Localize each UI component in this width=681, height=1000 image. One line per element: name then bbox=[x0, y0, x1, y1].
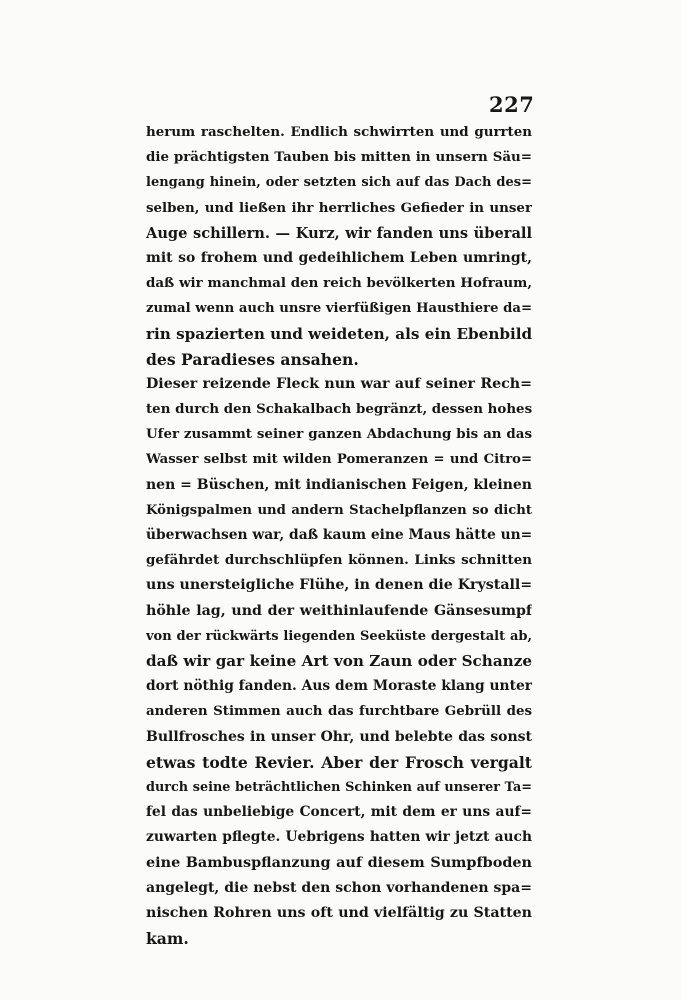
text-line: angelegt, die nebst den schon vorhandenen spa= bbox=[146, 879, 532, 896]
text-line: zumal wenn auch unsre vierfüßigen Hausthiere da= bbox=[146, 301, 532, 317]
text-line: die prächtigsten Tauben bis mitten in unsern Säu= bbox=[146, 149, 532, 166]
text-line: Dieser reizende Fleck nun war auf seiner Rech= bbox=[146, 375, 532, 392]
text-line: fel das unbeliebige Concert, mit dem er uns auf= bbox=[146, 804, 532, 821]
text-line: Auge schillern. — Kurz, wir fanden uns überall bbox=[146, 224, 532, 242]
text-line: des Paradieses ansahen. bbox=[146, 349, 359, 369]
text-line: mit so frohem und gedeihlichem Leben umringt, bbox=[146, 249, 532, 266]
text-line: von der rückwärts liegenden Seeküste dergestalt ab, bbox=[146, 628, 532, 644]
text-line: dort nöthig fanden. Aus dem Moraste klang unter bbox=[146, 678, 532, 695]
text-line: Ufer zusammt seiner ganzen Abdachung bis an das bbox=[146, 426, 532, 443]
text-line: nischen Rohren uns oft und vielfältig zu Statten bbox=[146, 904, 532, 921]
text-line: rin spazierten und weideten, als ein Ebenbild bbox=[146, 324, 532, 343]
text-line: ten durch den Schakalbach begränzt, dessen hohes bbox=[146, 401, 532, 418]
text-line: selben, und ließen ihr herrliches Gefieder in unser bbox=[146, 199, 532, 216]
text-line: anderen Stimmen auch das furchtbare Gebrüll des bbox=[146, 703, 532, 720]
page-number: 227 bbox=[489, 92, 535, 117]
text-line: lengang hinein, oder setzten sich auf das Dach des= bbox=[146, 175, 532, 191]
text-line: herum raschelten. Endlich schwirrten und gurrten bbox=[146, 124, 532, 140]
body-text bbox=[146, 120, 532, 951]
text-line: eine Bambuspflanzung auf diesem Sumpfboden bbox=[146, 854, 532, 872]
text-line: uns unersteigliche Flühe, in denen die Krystall= bbox=[146, 577, 532, 594]
text-line: daß wir manchmal den reich bevölkerten Hofraum, bbox=[146, 275, 532, 292]
text-line: Bullfrosches in unser Ohr, und belebte das sonst bbox=[146, 728, 532, 745]
text-line: gefährdet durchschlüpfen können. Links schnitten bbox=[146, 552, 532, 569]
text-line: Königspalmen und andern Stachelpflanzen so dicht bbox=[146, 502, 532, 518]
text-line: höhle lag, und der weithinlaufende Gänsesumpf bbox=[146, 602, 532, 619]
text-line: zuwarten pflegte. Uebrigens hatten wir jetzt auch bbox=[146, 829, 532, 846]
text-line: Wasser selbst mit wilden Pomeranzen = und Citro= bbox=[146, 452, 532, 468]
text-line: überwachsen war, daß kaum eine Maus hätte un= bbox=[146, 527, 532, 543]
text-line: durch seine beträchtlichen Schinken auf unserer Ta= bbox=[146, 779, 532, 795]
text-line: daß wir gar keine Art von Zaun oder Schanze bbox=[146, 651, 532, 670]
text-line: nen = Büschen, mit indianischen Feigen, kleinen bbox=[146, 476, 532, 493]
text-line: kam. bbox=[146, 929, 189, 948]
text-line: etwas todte Revier. Aber der Frosch vergalt bbox=[146, 752, 532, 772]
